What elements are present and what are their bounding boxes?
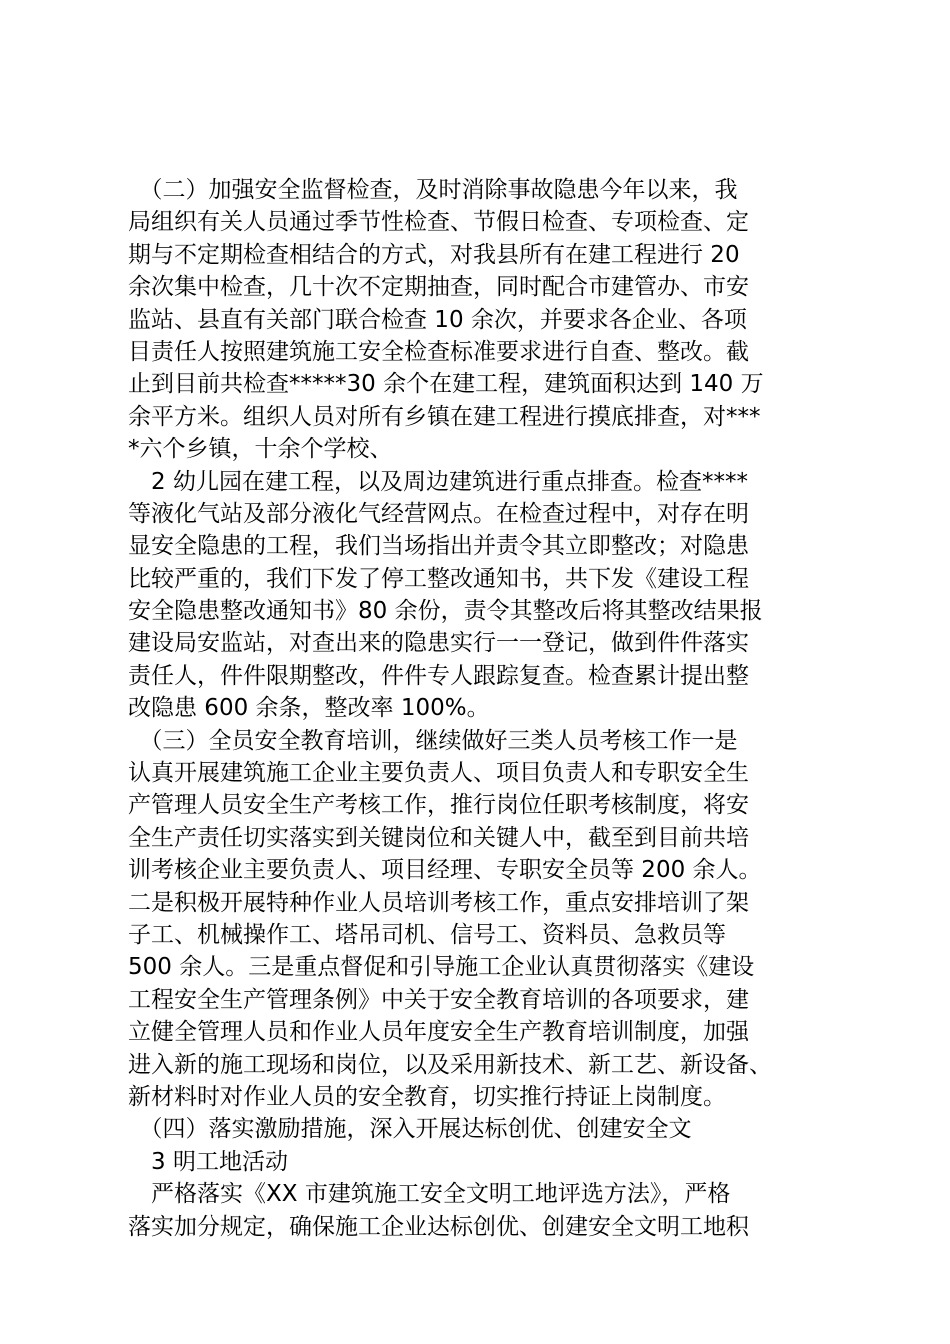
text-line: 期与不定期检查相结合的方式，对我县所有在建工程进行 20 <box>128 241 740 268</box>
text-line: 子工、机械操作工、塔吊司机、信号工、资料员、急救员等 <box>128 921 726 948</box>
text-line: 严格落实《XX 市建筑施工安全文明工地评选方法》，严格 <box>128 1181 731 1208</box>
text-line: 训考核企业主要负责人、项目经理、专职安全员等 200 余人。 <box>128 857 762 884</box>
text-line: 等液化气站及部分液化气经营网点。在检查过程中，对存在明 <box>128 500 749 527</box>
text-line: 进入新的施工现场和岗位，以及采用新技术、新工艺、新设备、 <box>128 1051 772 1078</box>
text-line: 二是积极开展特种作业人员培训考核工作，重点安排培训了架 <box>128 889 749 916</box>
text-line: 立健全管理人员和作业人员年度安全生产教育培训制度，加强 <box>128 1019 749 1046</box>
text-line: 监站、县直有关部门联合检查 10 余次，并要求各企业、各项 <box>128 306 747 333</box>
text-line: （二）加强安全监督检查，及时消除事故隐患今年以来，我 <box>128 177 738 203</box>
text-line: 3 明工地活动 <box>128 1148 288 1175</box>
text-line: 产管理人员安全生产考核工作，推行岗位任职考核制度，将安 <box>128 792 749 819</box>
text-line: 局组织有关人员通过季节性检查、节假日检查、专项检查、定 <box>128 209 749 236</box>
text-line: 全生产责任切实落实到关键岗位和关键人中，截至到目前共培 <box>128 824 749 851</box>
text-line: 余平方米。组织人员对所有乡镇在建工程进行摸底排查，对*** <box>128 403 761 430</box>
text-line: 落实加分规定，确保施工企业达标创优、创建安全文明工地积 <box>128 1213 749 1240</box>
text-line: *六个乡镇，十余个学校、 <box>128 436 393 463</box>
text-line: 工程安全生产管理条例》中关于安全教育培训的各项要求，建 <box>128 986 749 1013</box>
text-line: 500 余人。三是重点督促和引导施工企业认真贯彻落实《建设 <box>128 954 755 981</box>
text-line: 安全隐患整改通知书》80 余份，责令其整改后将其整改结果报 <box>128 598 763 625</box>
text-line: （三）全员安全教育培训，继续做好三类人员考核工作一是 <box>128 727 738 754</box>
text-line: 建设局安监站，对查出来的隐患实行一一登记，做到件件落实 <box>128 630 749 657</box>
text-line: 显安全隐患的工程，我们当场指出并责令其立即整改；对隐患 <box>128 533 749 560</box>
text-line: 改隐患 600 余条，整改率 100%。 <box>128 695 490 722</box>
text-line: 责任人，件件限期整改，件件专人跟踪复查。检查累计提出整 <box>128 662 749 689</box>
text-line: 余次集中检查，几十次不定期抽查，同时配合市建管办、市安 <box>128 274 749 301</box>
text-line: 目责任人按照建筑施工安全检查标准要求进行自查、整改。截 <box>128 338 749 365</box>
text-line: （四）落实激励措施，深入开展达标创优、创建安全文 <box>128 1116 692 1143</box>
text-line: 2 幼儿园在建工程，以及周边建筑进行重点排查。检查**** <box>128 468 748 495</box>
text-line: 止到目前共检查*****30 余个在建工程，建筑面积达到 140 万 <box>128 371 764 398</box>
body-text <box>128 174 848 1243</box>
text-line: 比较严重的，我们下发了停工整改通知书，共下发《建设工程 <box>128 565 749 592</box>
text-line: 新材料时对作业人员的安全教育，切实推行持证上岗制度。 <box>128 1083 726 1110</box>
text-line: 认真开展建筑施工企业主要负责人、项目负责人和专职安全生 <box>128 760 749 787</box>
